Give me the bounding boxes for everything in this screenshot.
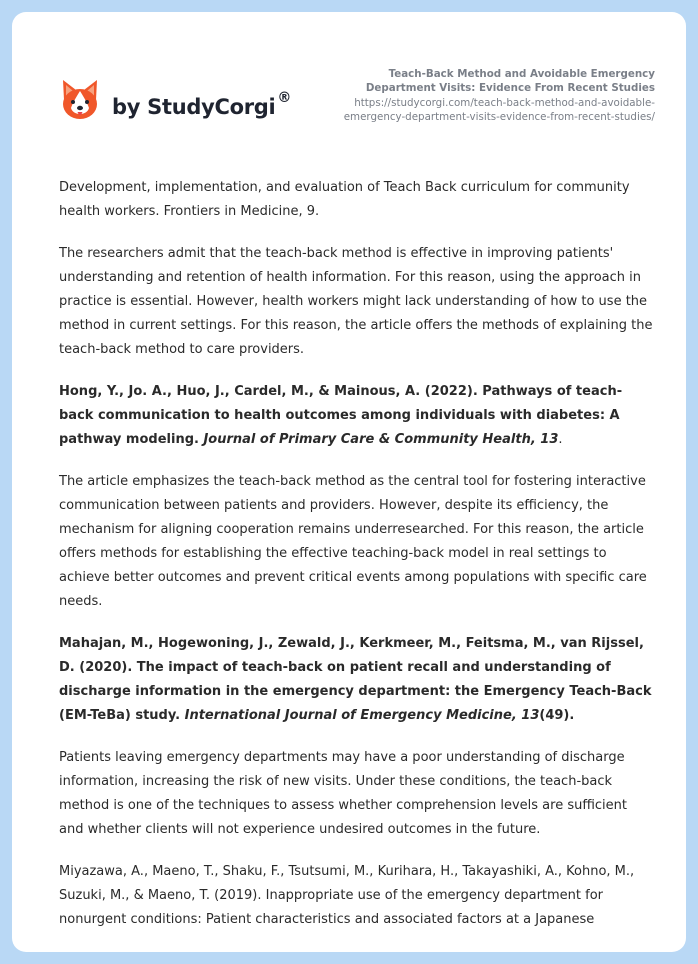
document-title: Teach-Back Method and Avoidable Emergency Department Visits: Evidence From Recent Studies — [365, 68, 655, 94]
paragraph: The researchers admit that the teach-back method is effective in improving patients' understanding and retention of health information. For this reason, using the approach in practice is essential. However, health workers might lack understanding of how to use the method in current settings. For this reason, the article offers the methods of explaining the teach-back method to care providers. — [59, 246, 653, 357]
paragraph: Patients leaving emergency departments may have a poor understanding of discharge information, increasing the risk of new visits. Under these conditions, the teach-back method is one of the techniques to assess whether comprehension levels are sufficient and whether clients will not experience undesired outcomes in the future. — [59, 750, 627, 837]
paragraph: Development, implementation, and evaluation of Teach Back curriculum for community health workers. Frontiers in Medicine, 9. — [59, 180, 630, 219]
paragraph: The article emphasizes the teach-back method as the central tool for fostering interactive communication between patients and providers. However, despite its efficiency, the mechanism for aligning cooperation remains underresearched. For this reason, the article offers methods for establishing the effective teaching-back model in real settings to achieve better outcomes and prevent critical events among populations with specific care needs. — [59, 474, 647, 609]
studycorgi-logo[interactable] — [60, 78, 291, 124]
reference-entry: Hong, Y., Jo. A., Huo, J., Cardel, M., & Mainous, A. (2022). Pathways of teach-back communication to health outcomes among individuals with diabetes: A pathway modeling. Journal of Primary Care & Community Health, 13. — [59, 384, 623, 447]
corgi-icon — [60, 78, 100, 124]
paragraph: Miyazawa, A., Maeno, T., Shaku, F., Tsutsumi, M., Kurihara, H., Takayashiki, A., Kohno, M., Suzuki, M., & Maeno, T. (2019). Inappropriate use of the emergency department for nonurgent conditions: Patient characteristics and associated factors at a Japanese — [59, 864, 635, 927]
journal-title: International Journal of Emergency Medicine, 13 — [184, 708, 540, 723]
brand-name: by StudyCorgi ® — [112, 89, 292, 119]
journal-title: Journal of Primary Care & Community Health, 13 — [203, 432, 559, 447]
document-url[interactable]: https://studycorgi.com/teach-back-method-and-avoidable- emergency-department-visits-evidence-from-recent-studies/ — [343, 97, 655, 123]
reference-entry: Mahajan, M., Hogewoning, J., Zewald, J., Kerkmeer, M., Feitsma, M., van Rijssel, D. (2020). The impact of teach-back on patient recall and understanding of discharge information in the emergency department: the Emergency Teach-Back (EM-TeBa) study. International Journal of Emergency Medicine, 13(49). — [59, 636, 652, 723]
document-meta — [295, 67, 655, 124]
document-body — [59, 176, 655, 950]
document-page — [12, 12, 686, 952]
registered-mark: ® — [277, 89, 292, 106]
